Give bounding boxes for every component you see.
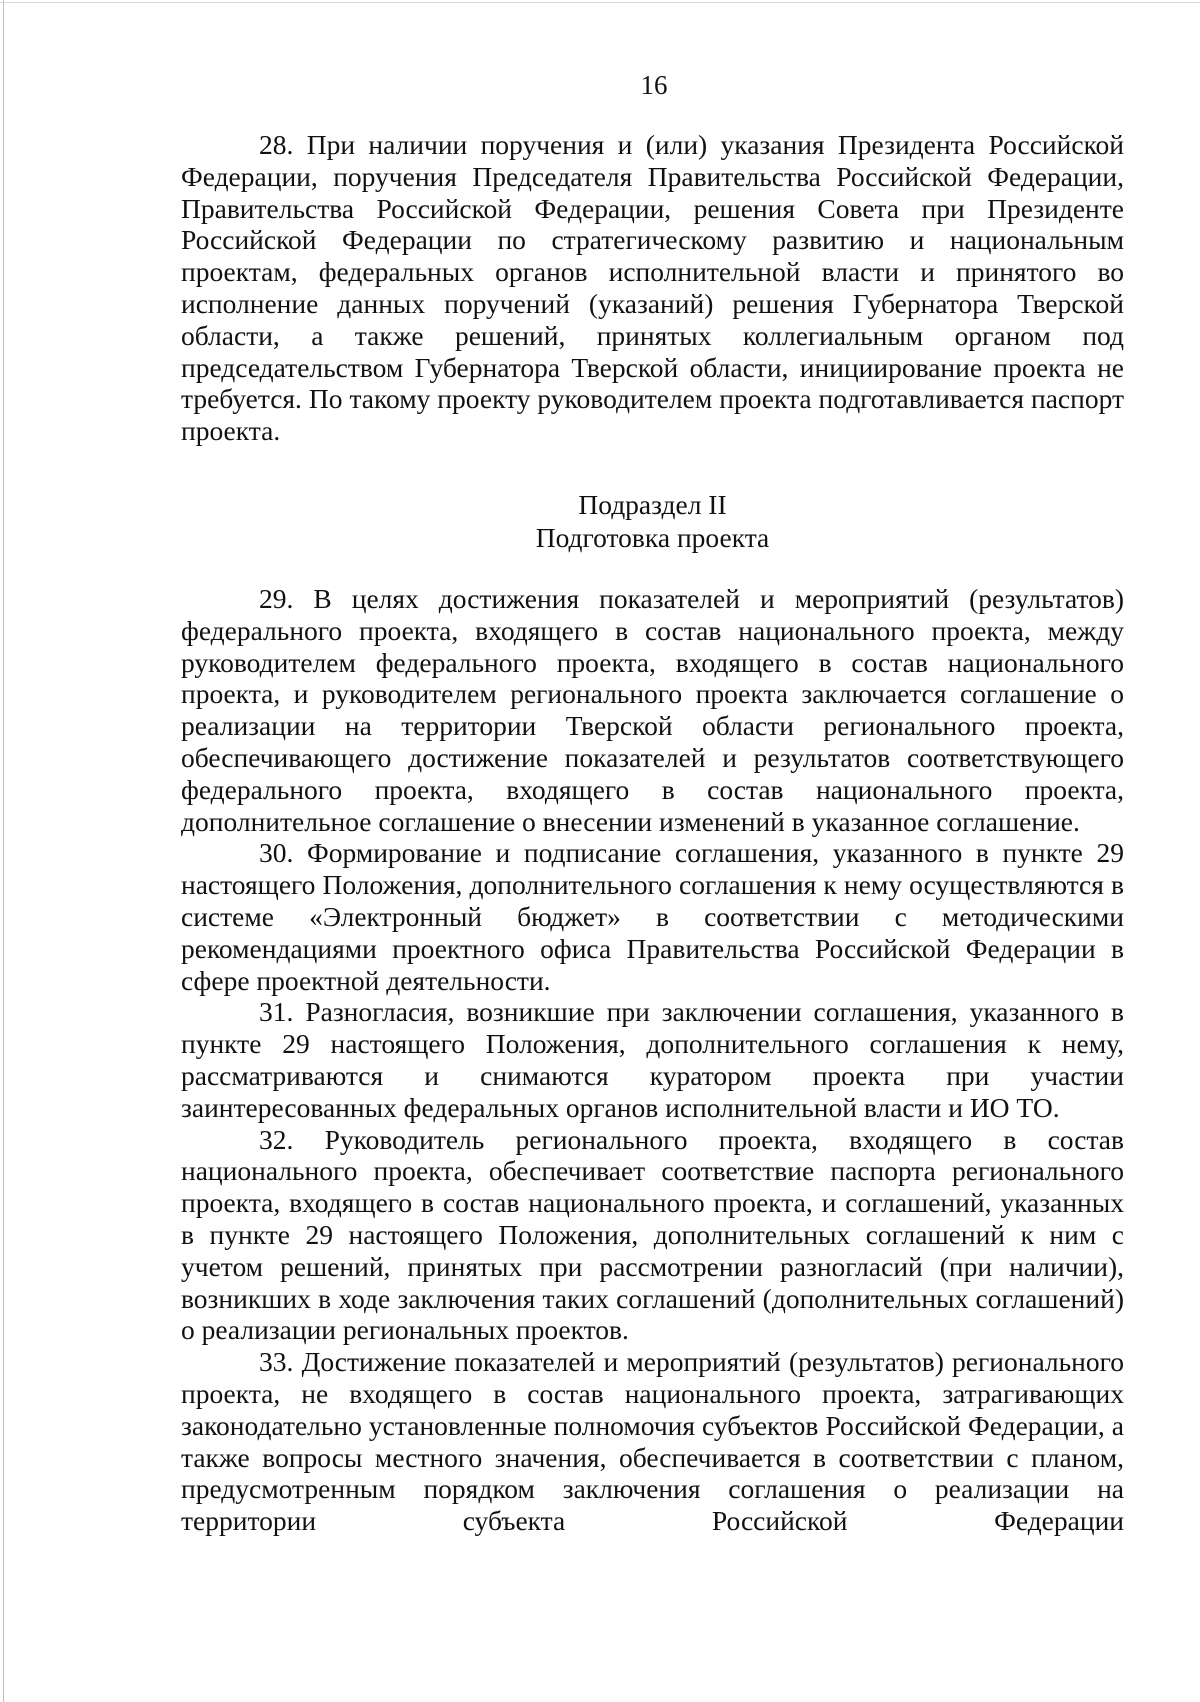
subsection-label: Подраздел II — [578, 489, 727, 520]
clause-block-28 — [181, 129, 1124, 447]
subsection-title: Подготовка проекта — [535, 522, 770, 553]
clauses-block — [181, 583, 1124, 1537]
scan-edge-top — [0, 2, 1200, 3]
page-number: 16 — [640, 70, 668, 100]
scan-edge-left — [3, 0, 4, 1702]
clause-30: 30. Формирование и подписание соглашения, указанного в пункте 29 настоящего Положения, дополнительного соглашения к нему осуществляются в системе «Электронный бюджет» в соответствии с методическими рекомендациями проектного офиса Правительства Российской Федерации в сфере проектной деятельности. — [181, 837, 1124, 996]
clause-33: 33. Достижение показателей и мероприятий (результатов) регионального проекта, не входящего в состав национального проекта, затрагивающих законодательно установленные полномочия субъектов Российской Федерации, а также вопросы местного значения, обеспечивается в соответствии с планом, предусмотренным порядком заключения соглашения о реализации на территории субъекта Российской Федерации — [181, 1346, 1124, 1537]
clause-28: 28. При наличии поручения и (или) указания Президента Российской Федерации, поручения Председателя Правительства Российской Федерации, Правительства Российской Федерации, решения Совета при Президенте Российской Федерации по стратегическому развитию и национальным проектам, федеральных органов исполнительной власти и принятого во исполнение данных поручений (указаний) решения Губернатора Тверской области, а также решений, принятых коллегиальным органом под председательством Губернатора Тверской области, инициирование проекта не требуется. По такому проекту руководителем проекта подготавливается паспорт проекта. — [181, 129, 1124, 447]
clause-29: 29. В целях достижения показателей и мероприятий (результатов) федерального проекта, входящего в состав национального проекта, между руководителем федерального проекта, входящего в состав национального проекта, и руководителем регионального проекта заключается соглашение о реализации на территории Тверской области регионального проекта, обеспечивающего достижение показателей и результатов соответствующего федерального проекта, входящего в состав национального проекта, дополнительное соглашение о внесении изменений в указанное соглашение. — [181, 583, 1124, 837]
clause-32: 32. Руководитель регионального проекта, входящего в состав национального проекта, обеспечивает соответствие паспорта регионального проекта, входящего в состав национального проекта, и соглашений, указанных в пункте 29 настоящего Положения, дополнительных соглашений к ним с учетом решений, принятых при рассмотрении разногласий (при наличии), возникших в ходе заключения таких соглашений (дополнительных соглашений) о реализации региональных проектов. — [181, 1123, 1124, 1346]
clause-31: 31. Разногласия, возникшие при заключении соглашения, указанного в пункте 29 настоящего Положения, дополнительного соглашения к нему, рассматриваются и снимаются куратором проекта при участии заинтересованных федеральных органов исполнительной власти и ИО ТО. — [181, 996, 1124, 1123]
